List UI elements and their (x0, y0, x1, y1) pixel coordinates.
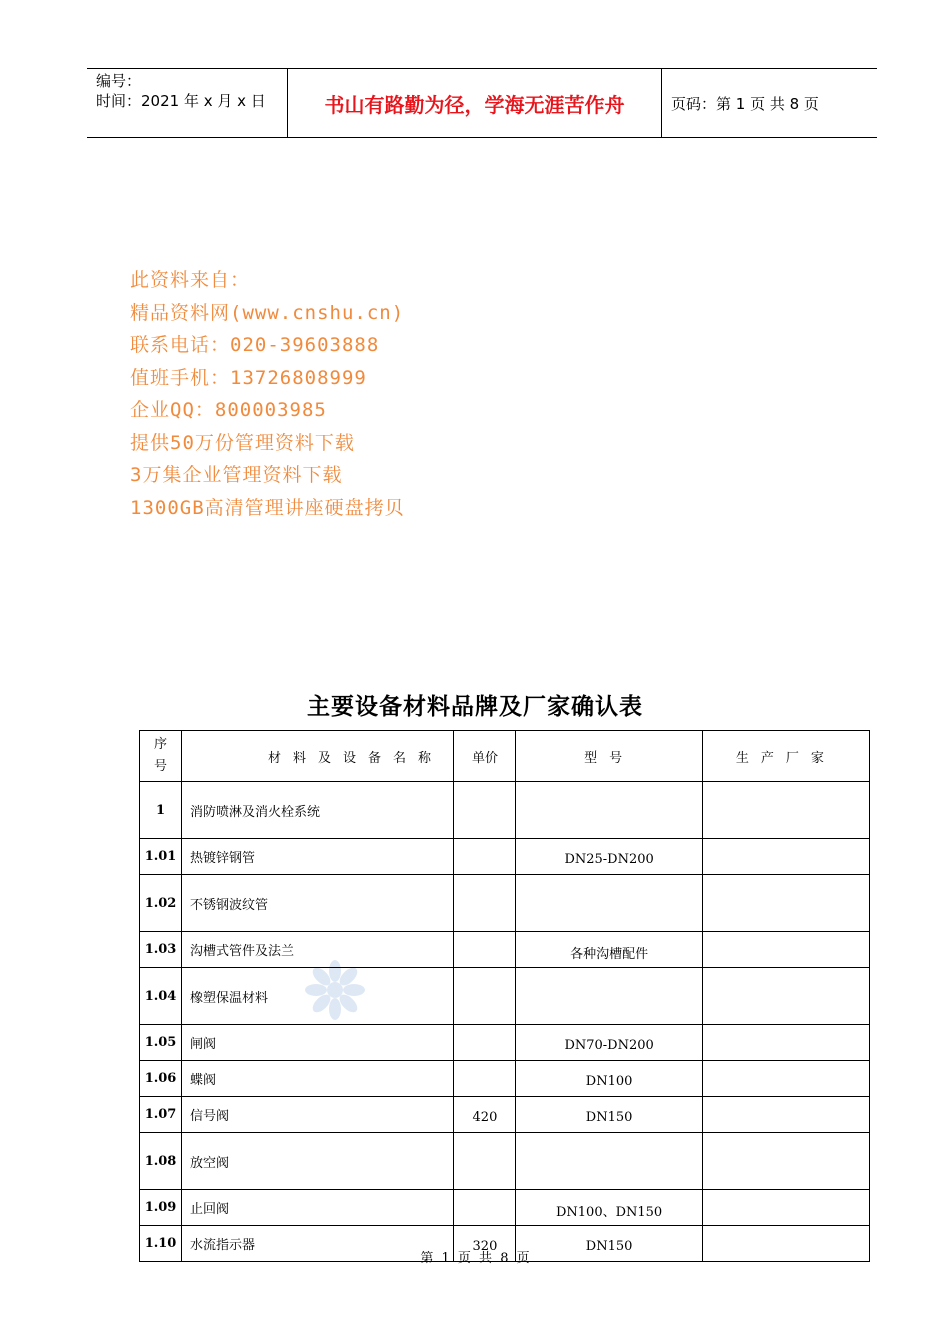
row-number: 1.08 (140, 1133, 182, 1190)
row-name: 信号阀 (182, 1097, 454, 1133)
header-model: 型号 (516, 731, 702, 782)
row-price (454, 839, 516, 875)
row-number: 1.10 (140, 1226, 182, 1262)
row-price (454, 1190, 516, 1226)
table-row (140, 875, 870, 932)
row-number: 1.01 (140, 839, 182, 875)
row-price (454, 1025, 516, 1061)
table-row (140, 782, 870, 839)
row-number: 1.04 (140, 968, 182, 1025)
row-name: 热镀锌钢管 (182, 839, 454, 875)
row-name: 沟槽式管件及法兰 (182, 932, 454, 968)
row-price: 320 (454, 1226, 516, 1262)
table-row (140, 839, 870, 875)
header-page-number: 页码：第 1 页 共 8 页 (671, 94, 819, 113)
row-price (454, 1133, 516, 1190)
header-manufacturer: 生产厂家 (702, 731, 869, 782)
row-model (516, 1133, 702, 1190)
table-row (140, 1190, 870, 1226)
table-title: 主要设备材料品牌及厂家确认表 (307, 693, 643, 720)
row-model: DN100、DN150 (516, 1190, 702, 1226)
row-model (516, 875, 702, 932)
row-name: 橡塑保温材料 (182, 968, 454, 1025)
row-model (516, 968, 702, 1025)
row-manufacturer (702, 1190, 869, 1226)
row-number: 1.02 (140, 875, 182, 932)
equipment-table (139, 730, 870, 1262)
row-manufacturer (702, 782, 869, 839)
row-number: 1 (140, 782, 182, 839)
row-model: DN150 (516, 1097, 702, 1133)
row-name: 止回阀 (182, 1190, 454, 1226)
row-price (454, 968, 516, 1025)
row-manufacturer (702, 1061, 869, 1097)
row-number: 1.06 (140, 1061, 182, 1097)
table-body (140, 782, 870, 1262)
row-manufacturer (702, 1025, 869, 1061)
row-model: DN100 (516, 1061, 702, 1097)
row-price (454, 782, 516, 839)
table-row (140, 1097, 870, 1133)
promo-line: 提供50万份管理资料下载 (130, 431, 355, 454)
promo-line: 值班手机：13726808999 (130, 366, 367, 389)
header-name: 材料及设备名称 (182, 731, 454, 782)
row-model: DN70-DN200 (516, 1025, 702, 1061)
row-name: 不锈钢波纹管 (182, 875, 454, 932)
row-manufacturer (702, 1133, 869, 1190)
header-meta (87, 69, 287, 137)
promo-line: 联系电话：020-39603888 (130, 334, 380, 356)
row-number: 1.05 (140, 1025, 182, 1061)
promo-line: 精品资料网(www.cnshu.cn) (130, 301, 405, 324)
table-row (140, 1025, 870, 1061)
row-model: 各种沟槽配件 (516, 932, 702, 968)
table-header-row (140, 731, 870, 782)
header-price: 单价 (454, 731, 516, 782)
row-manufacturer (702, 968, 869, 1025)
header-no-line2: 号 (154, 759, 168, 774)
table-row (140, 1061, 870, 1097)
row-manufacturer (702, 1097, 869, 1133)
row-model (516, 782, 702, 839)
promo-line: 3万集企业管理资料下载 (130, 464, 343, 486)
header-motto: 书山有路勤为径，学海无涯苦作舟 (287, 69, 662, 137)
page-footer: 第 1 页 共 8 页 (420, 1251, 530, 1266)
row-price (454, 875, 516, 932)
row-name: 闸阀 (182, 1025, 454, 1061)
row-manufacturer (702, 839, 869, 875)
row-number: 1.09 (140, 1190, 182, 1226)
row-model: DN150 (516, 1226, 702, 1262)
promo-line: 1300GB高清管理讲座硬盘拷贝 (130, 496, 405, 519)
doc-number-label: 编号： (96, 72, 142, 90)
row-price: 420 (454, 1097, 516, 1133)
row-price (454, 1061, 516, 1097)
row-manufacturer (702, 875, 869, 932)
table-row (140, 932, 870, 968)
promo-block (130, 264, 405, 524)
row-name: 放空阀 (182, 1133, 454, 1190)
row-number: 1.07 (140, 1097, 182, 1133)
row-manufacturer (702, 932, 869, 968)
header-no-line1: 序 (154, 737, 168, 752)
promo-line: 此资料来自： (130, 269, 251, 291)
table-row (140, 1133, 870, 1190)
row-name: 水流指示器 (182, 1226, 454, 1262)
row-number: 1.03 (140, 932, 182, 968)
row-model: DN25-DN200 (516, 839, 702, 875)
row-price (454, 932, 516, 968)
row-name: 蝶阀 (182, 1061, 454, 1097)
doc-date-label: 时间：2021 年 x 月 x 日 (96, 92, 266, 110)
page-header (87, 68, 877, 138)
promo-line: 企业QQ：800003985 (130, 399, 327, 421)
header-no (140, 731, 182, 782)
row-name: 消防喷淋及消火栓系统 (182, 782, 454, 839)
table-row (140, 968, 870, 1025)
